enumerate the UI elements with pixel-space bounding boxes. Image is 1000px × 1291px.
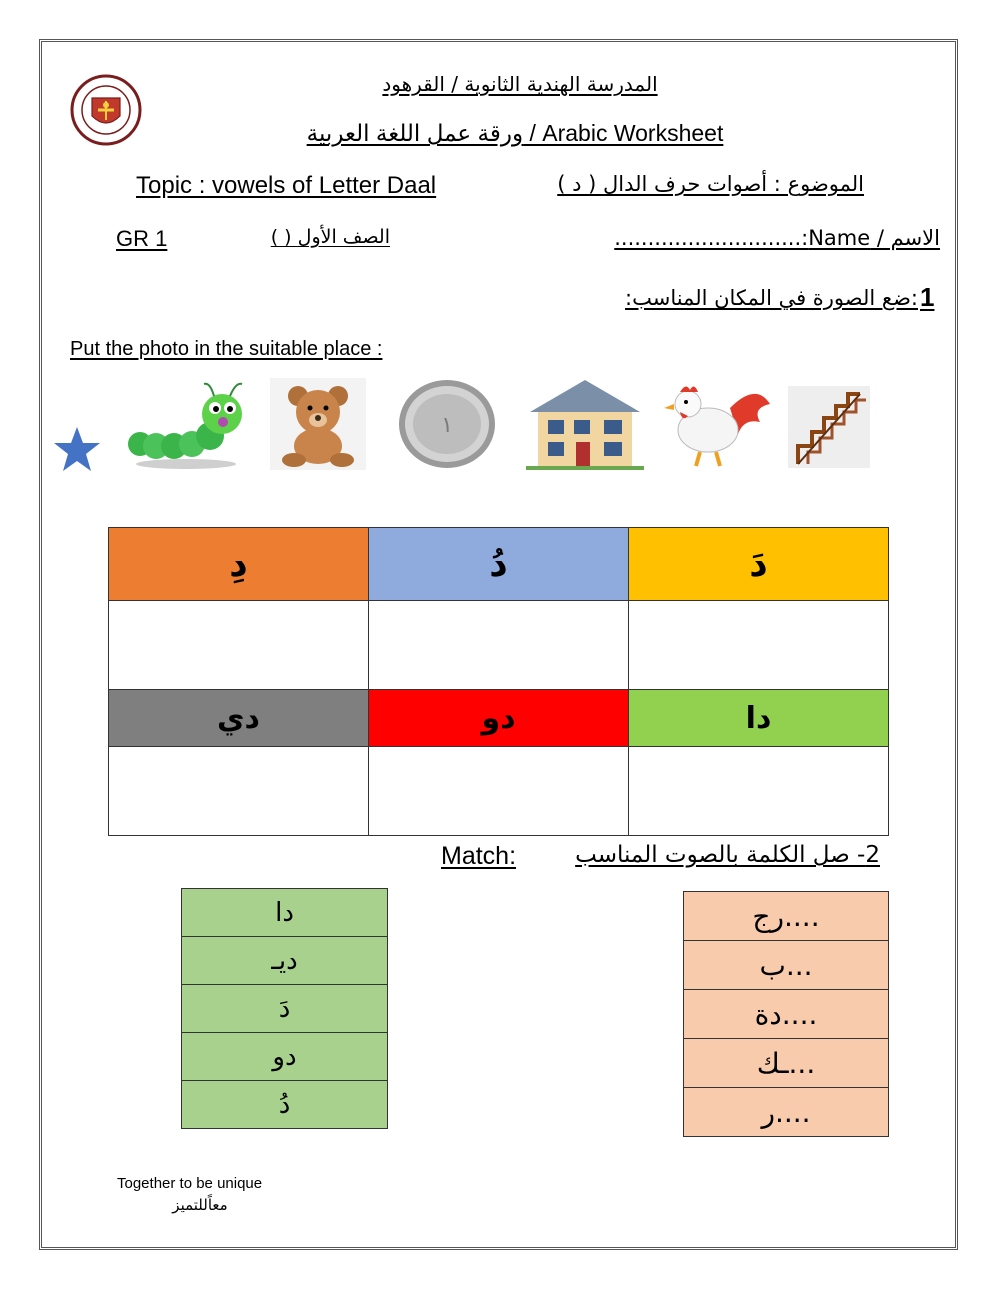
drop-zone[interactable]: [629, 601, 889, 690]
worksheet-title: ورقة عمل اللغة العربية / Arabic Worksheet: [306, 120, 724, 146]
question1-number: 1: [920, 282, 935, 312]
name-field[interactable]: الاسم / Name:............................: [614, 226, 940, 250]
match-left-item[interactable]: دو: [182, 1033, 388, 1081]
match-left-item[interactable]: ديـ: [182, 937, 388, 985]
match-left-item[interactable]: دَ: [182, 985, 388, 1033]
house-picture[interactable]: [526, 378, 644, 470]
drop-zone[interactable]: [109, 747, 369, 836]
match-right-item[interactable]: ....رج: [684, 892, 889, 941]
stairs-picture[interactable]: [788, 386, 870, 468]
drop-zone[interactable]: [369, 747, 629, 836]
vowel-cell-long-oo: دو: [369, 690, 629, 747]
footer-motto-arabic: معاًللتميز: [172, 1196, 228, 1214]
drop-zone[interactable]: [109, 601, 369, 690]
topic-english: Topic : vowels of Letter Daal: [136, 172, 437, 199]
vowel-cell-kasra: دِ: [109, 528, 369, 601]
match-right-item[interactable]: ...ب: [684, 941, 889, 990]
vowel-cell-fatha: دَ: [629, 528, 889, 601]
match-left-item[interactable]: دا: [182, 889, 388, 937]
topic-arabic: الموضوع : أصوات حرف الدال ( د ): [557, 172, 864, 196]
vowel-cell-damma: دُ: [369, 528, 629, 601]
star-icon[interactable]: [52, 425, 102, 473]
question2-title-arabic: 2- صل الكلمة بالصوت المناسب: [575, 842, 880, 868]
question1-instruction-arabic: :ضع الصورة في المكان المناسب:: [625, 286, 918, 310]
vowel-cell-long-aa: دا: [629, 690, 889, 747]
drop-zone[interactable]: [369, 601, 629, 690]
grade-english: GR 1: [116, 226, 168, 251]
vowel-table: [108, 527, 889, 836]
match-right-item[interactable]: ...ـك: [684, 1039, 889, 1088]
question1-instruction-english: Put the photo in the suitable place :: [70, 338, 383, 360]
match-right-item[interactable]: ....ر: [684, 1088, 889, 1137]
match-right-item[interactable]: ....دة: [684, 990, 889, 1039]
match-right-column: [683, 891, 889, 1137]
match-left-item[interactable]: دُ: [182, 1081, 388, 1129]
match-left-column: [181, 888, 388, 1129]
grade-arabic: الصف الأول ( ): [270, 226, 390, 248]
school-logo: [70, 74, 142, 146]
coin-picture[interactable]: [396, 378, 498, 470]
caterpillar-picture[interactable]: [126, 378, 244, 470]
drop-zone[interactable]: [629, 747, 889, 836]
question2-title-english: Match:: [441, 842, 517, 870]
svg-text:١: ١: [441, 413, 453, 438]
rooster-picture[interactable]: [660, 378, 772, 470]
footer-motto-english: Together to be unique: [117, 1175, 263, 1192]
school-name: المدرسة الهندية الثانوية / القرهود: [382, 72, 658, 96]
teddy-bear-picture[interactable]: [270, 378, 366, 470]
vowel-cell-long-ee: دي: [109, 690, 369, 747]
